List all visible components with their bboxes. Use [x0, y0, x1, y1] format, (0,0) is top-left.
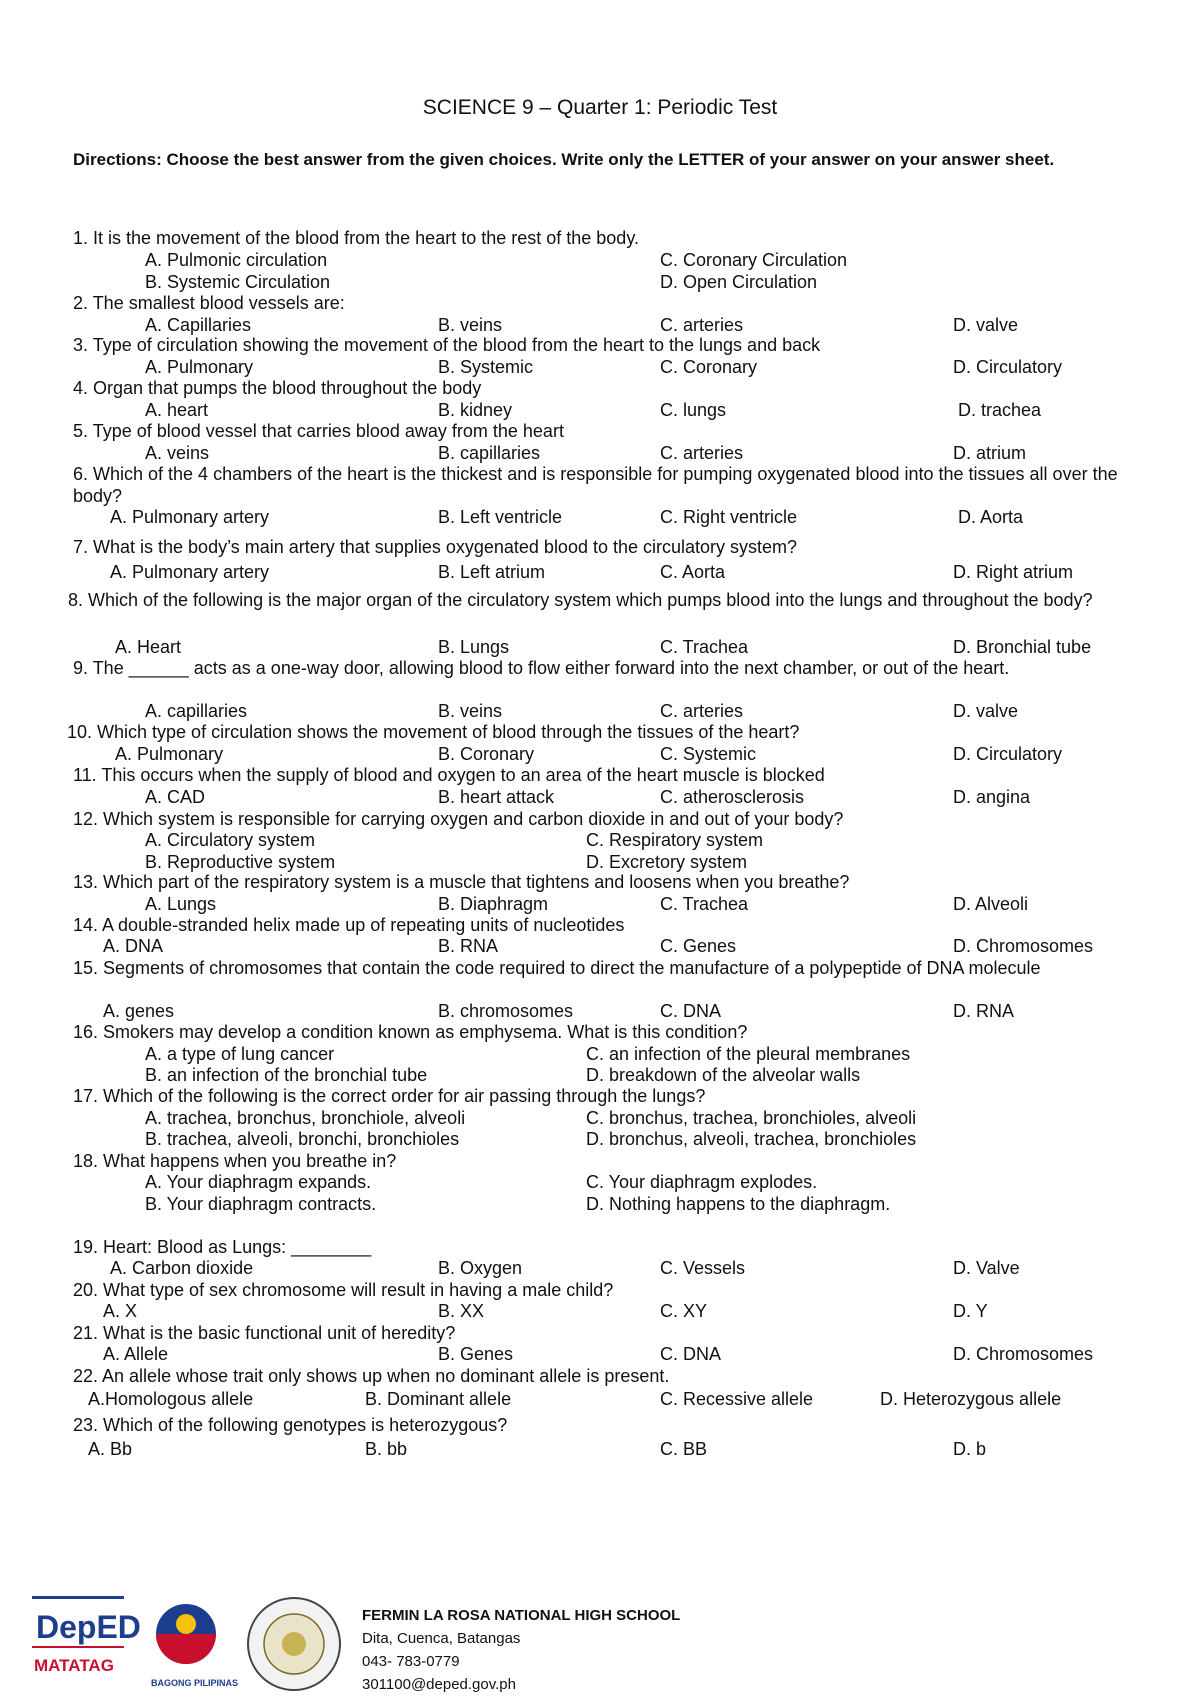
answer-choice: D. Bronchial tube — [953, 637, 1092, 657]
answer-choice: D. Aorta — [958, 507, 1024, 527]
school-email: 301100@deped.gov.ph — [362, 1676, 516, 1693]
question-text: 10. Which type of circulation shows the movement of blood through the tissues of the heart? — [67, 722, 800, 742]
answer-choice: D. Alveoli — [953, 894, 1029, 914]
answer-choice: C. atherosclerosis — [660, 787, 805, 807]
answer-choice: D. Heterozygous allele — [880, 1389, 1062, 1409]
question-text: 12. Which system is responsible for carrying oxygen and carbon dioxide in and out of your body? — [73, 809, 844, 829]
answer-choice: A. Bb — [88, 1439, 133, 1459]
question-text: 14. A double-stranded helix made up of repeating units of nucleotides — [73, 915, 625, 935]
answer-choice: B. Left atrium — [438, 562, 546, 582]
answer-choice: C. DNA — [660, 1001, 722, 1021]
answer-choice: C. Right ventricle — [660, 507, 798, 527]
answer-choice: A. Pulmonary artery — [110, 507, 270, 527]
question-text: 21. What is the basic functional unit of heredity? — [73, 1323, 456, 1343]
answer-choice: A. DNA — [103, 936, 164, 956]
answer-choice: C. Genes — [660, 936, 737, 956]
answer-choice: B. trachea, alveoli, bronchi, bronchioles — [145, 1129, 460, 1149]
answer-choice: D. Chromosomes — [953, 1344, 1094, 1364]
answer-choice: C. lungs — [660, 400, 727, 420]
bagong-text: BAGONG PILIPINAS — [151, 1678, 239, 1688]
answer-choice: B. Dominant allele — [365, 1389, 512, 1409]
answer-choice: D. Valve — [953, 1258, 1020, 1278]
answer-choice: D. Nothing happens to the diaphragm. — [586, 1194, 891, 1214]
answer-choice: B. Oxygen — [438, 1258, 523, 1278]
answer-choice: C. Trachea — [660, 894, 749, 914]
answer-choice: C. Coronary — [660, 357, 758, 377]
school-phone: 043- 783-0779 — [362, 1653, 460, 1670]
answer-choice: B. Left ventricle — [438, 507, 563, 527]
answer-choice: A.Homologous allele — [88, 1389, 254, 1409]
deped-logo — [32, 1596, 141, 1675]
school-seal — [248, 1598, 340, 1690]
question-text: 15. Segments of chromosomes that contain the code required to direct the manufacture of a polypeptide of DNA molecule — [73, 958, 1041, 978]
answer-choice: A. Pulmonary artery — [110, 562, 270, 582]
question-text: 23. Which of the following genotypes is heterozygous? — [73, 1415, 508, 1435]
question-text: 3. Type of circulation showing the movement of the blood from the heart to the lungs and back — [73, 335, 821, 355]
answer-choice: A. veins — [145, 443, 210, 463]
answer-choice: B. veins — [438, 315, 503, 335]
answer-choice: C. Respiratory system — [586, 830, 764, 850]
answer-choice: A. Pulmonic circulation — [145, 250, 328, 270]
answer-choice: B. chromosomes — [438, 1001, 574, 1021]
bagong-pilipinas-logo — [151, 1604, 238, 1688]
question-text: 11. This occurs when the supply of blood and oxygen to an area of the heart muscle is blocked — [73, 765, 825, 785]
question-text: 1. It is the movement of the blood from the heart to the rest of the body. — [73, 228, 639, 248]
question-text: 9. The ______ acts as a one-way door, allowing blood to flow either forward into the next chamber, or out of the heart. — [73, 658, 1010, 678]
answer-choice: A. Lungs — [145, 894, 217, 914]
answer-choice: D. trachea — [958, 400, 1042, 420]
answer-choice: B. XX — [438, 1301, 485, 1321]
answer-choice: D. Chromosomes — [953, 936, 1094, 956]
answer-choice: A. Your diaphragm expands. — [145, 1172, 372, 1192]
answer-choice: A. trachea, bronchus, bronchiole, alveoli — [145, 1108, 466, 1128]
question-text: 19. Heart: Blood as Lungs: ________ — [73, 1237, 372, 1257]
answer-choice: A. Circulatory system — [145, 830, 316, 850]
answer-choice: A. Capillaries — [145, 315, 252, 335]
answer-choice: D. atrium — [953, 443, 1027, 463]
answer-choice: D. Open Circulation — [660, 272, 818, 292]
answer-choice: A. genes — [103, 1001, 175, 1021]
answer-choice: A. Carbon dioxide — [110, 1258, 254, 1278]
answer-choice: A. Heart — [115, 637, 182, 657]
answer-choice: B. Systemic Circulation — [145, 272, 331, 292]
answer-choice: B. Systemic — [438, 357, 534, 377]
answer-choice: A. CAD — [145, 787, 206, 807]
answer-choice: D. Y — [953, 1301, 988, 1321]
answer-choice: D. Right atrium — [953, 562, 1074, 582]
answer-choice: D. bronchus, alveoli, trachea, bronchioles — [586, 1129, 917, 1149]
answer-choice: C. arteries — [660, 443, 744, 463]
answer-choice: B. Diaphragm — [438, 894, 549, 914]
answer-choice: B. Lungs — [438, 637, 510, 657]
answer-choice: D. Excretory system — [586, 852, 748, 872]
answer-choice: D. valve — [953, 701, 1019, 721]
answer-choice: B. bb — [365, 1439, 408, 1459]
school-name: FERMIN LA ROSA NATIONAL HIGH SCHOOL — [362, 1607, 681, 1624]
answer-choice: C. DNA — [660, 1344, 722, 1364]
answer-choice: C. Vessels — [660, 1258, 746, 1278]
question-text: 2. The smallest blood vessels are: — [73, 293, 345, 313]
answer-choice: B. kidney — [438, 400, 513, 420]
answer-choice: A. Allele — [103, 1344, 169, 1364]
answer-choice: D. b — [953, 1439, 987, 1459]
answer-choice: A. Pulmonary — [115, 744, 224, 764]
directions: Directions: Choose the best answer from the given choices. Write only the LETTER of your answer on your answer sheet. — [73, 150, 1055, 169]
school-address: Dita, Cuenca, Batangas — [362, 1630, 521, 1647]
question-text: 17. Which of the following is the correct order for air passing through the lungs? — [73, 1086, 706, 1106]
answer-choice: C. Coronary Circulation — [660, 250, 848, 270]
answer-choice: A. a type of lung cancer — [145, 1044, 335, 1064]
answer-choice: C. Trachea — [660, 637, 749, 657]
answer-choice: B. veins — [438, 701, 503, 721]
question-text: 16. Smokers may develop a condition known as emphysema. What is this condition? — [73, 1022, 748, 1042]
answer-choice: A. X — [103, 1301, 138, 1321]
answer-choice: B. Genes — [438, 1344, 514, 1364]
answer-choice: C. BB — [660, 1439, 708, 1459]
question-text: 8. Which of the following is the major organ of the circulatory system which pumps blood into the lungs and throughout the body? — [68, 590, 1093, 610]
deped-logo-text: DepED — [36, 1609, 141, 1645]
answer-choice: C. Your diaphragm explodes. — [586, 1172, 818, 1192]
question-text: 5. Type of blood vessel that carries blood away from the heart — [73, 421, 564, 441]
answer-choice: A. heart — [145, 400, 209, 420]
page-title: SCIENCE 9 – Quarter 1: Periodic Test — [422, 96, 778, 119]
answer-choice: C. Systemic — [660, 744, 757, 764]
answer-choice: C. arteries — [660, 315, 744, 335]
answer-choice: A. capillaries — [145, 701, 248, 721]
footer-logos — [32, 1594, 352, 1694]
school-info — [362, 1604, 680, 1696]
answer-choice: D. RNA — [953, 1001, 1015, 1021]
answer-choice: C. bronchus, trachea, bronchioles, alveoli — [586, 1108, 917, 1128]
answer-choice: D. breakdown of the alveolar walls — [586, 1065, 861, 1085]
question-text: 18. What happens when you breathe in? — [73, 1151, 397, 1171]
answer-choice: C. arteries — [660, 701, 744, 721]
answer-choice: B. capillaries — [438, 443, 541, 463]
answer-choice: B. Your diaphragm contracts. — [145, 1194, 377, 1214]
answer-choice: C. XY — [660, 1301, 708, 1321]
answer-choice: B. RNA — [438, 936, 499, 956]
question-text: 22. An allele whose trait only shows up when no dominant allele is present. — [73, 1366, 670, 1386]
answer-choice: D. Circulatory — [953, 357, 1063, 377]
matatag-text: MATATAG — [34, 1656, 114, 1675]
answer-choice: C. Aorta — [660, 562, 726, 582]
question-text: 13. Which part of the respiratory system is a muscle that tightens and loosens when you breathe? — [73, 872, 850, 892]
answer-choice: D. valve — [953, 315, 1019, 335]
answer-choice: D. Circulatory — [953, 744, 1063, 764]
answer-choice: A. Pulmonary — [145, 357, 254, 377]
question-text: 7. What is the body’s main artery that supplies oxygenated blood to the circulatory system? — [73, 537, 798, 557]
answer-choice: D. angina — [953, 787, 1031, 807]
answer-choice: B. heart attack — [438, 787, 555, 807]
question-text: 4. Organ that pumps the blood throughout the body — [73, 378, 482, 398]
answer-choice: C. an infection of the pleural membranes — [586, 1044, 911, 1064]
question-text: 6. Which of the 4 chambers of the heart is the thickest and is responsible for pumping oxygenated blood into the tissues all over the body? — [73, 464, 1118, 506]
answer-choice: B. Reproductive system — [145, 852, 336, 872]
question-text: 20. What type of sex chromosome will result in having a male child? — [73, 1280, 614, 1300]
answer-choice: B. Coronary — [438, 744, 535, 764]
answer-choice: C. Recessive allele — [660, 1389, 814, 1409]
answer-choice: B. an infection of the bronchial tube — [145, 1065, 428, 1085]
